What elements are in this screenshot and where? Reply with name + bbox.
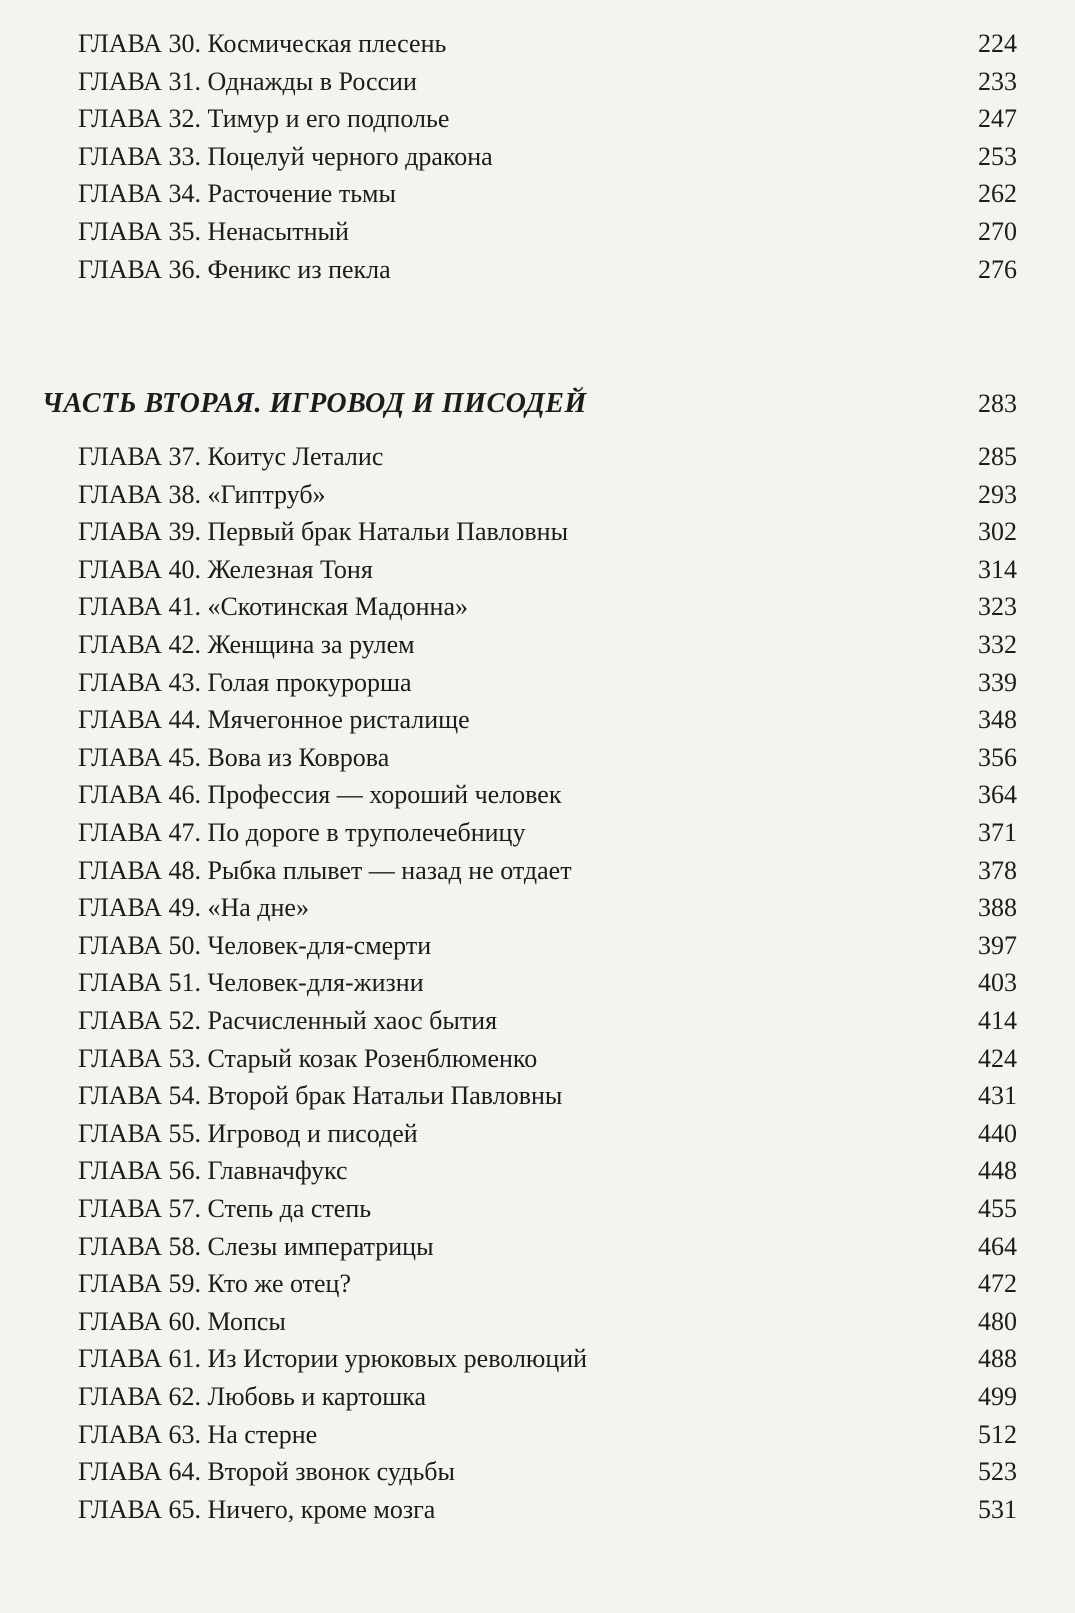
chapter-title: ГЛАВА 59. Кто же отец? xyxy=(78,1269,352,1299)
toc-entry xyxy=(0,100,1075,138)
chapter-title: ГЛАВА 55. Игровод и писодей xyxy=(78,1118,418,1148)
chapter-page-number: 472 xyxy=(978,1269,1017,1299)
chapter-page-number: 512 xyxy=(978,1419,1017,1449)
chapter-title: ГЛАВА 54. Второй брак Натальи Павловны xyxy=(78,1081,563,1111)
toc-entry xyxy=(0,852,1075,890)
part-title: ЧАСТЬ ВТОРАЯ. ИГРОВОД И ПИСОДЕЙ xyxy=(42,388,587,419)
toc-entry xyxy=(0,701,1075,739)
toc-entry xyxy=(0,213,1075,251)
toc-entry xyxy=(0,1190,1075,1228)
chapter-page-number: 480 xyxy=(978,1306,1017,1336)
chapter-title: ГЛАВА 58. Слезы императрицы xyxy=(78,1231,434,1261)
chapter-title: ГЛАВА 48. Рыбка плывет — назад не отдает xyxy=(78,855,572,885)
chapter-page-number: 378 xyxy=(978,855,1017,885)
chapter-title: ГЛАВА 31. Однажды в России xyxy=(78,66,417,96)
chapter-page-number: 488 xyxy=(978,1344,1017,1374)
chapter-title: ГЛАВА 39. Первый брак Натальи Павловны xyxy=(78,517,569,547)
chapter-page-number: 388 xyxy=(978,893,1017,923)
chapter-page-number: 424 xyxy=(978,1043,1017,1073)
chapter-title: ГЛАВА 35. Ненасытный xyxy=(78,217,349,246)
chapter-title: ГЛАВА 36. Феникс из пекла xyxy=(78,254,391,284)
toc-entry xyxy=(0,927,1075,965)
chapter-title: ГЛАВА 65. Ничего, кроме мозга xyxy=(78,1494,436,1524)
chapter-title: ГЛАВА 30. Космическая плесень xyxy=(78,29,447,58)
chapter-title: ГЛАВА 63. На стерне xyxy=(78,1419,318,1449)
chapter-title: ГЛАВА 52. Расчисленный хаос бытия xyxy=(78,1006,498,1035)
toc-entry xyxy=(0,175,1075,213)
toc-entry xyxy=(0,1228,1075,1266)
chapter-page-number: 448 xyxy=(978,1156,1017,1186)
chapter-page-number: 233 xyxy=(978,66,1017,96)
chapter-page-number: 276 xyxy=(978,254,1017,284)
toc-entry xyxy=(0,964,1075,1002)
chapter-title: ГЛАВА 44. Мячегонное ристалище xyxy=(78,705,470,735)
toc-entry xyxy=(0,626,1075,664)
chapter-title: ГЛАВА 41. «Скотинская Мадонна» xyxy=(78,592,468,622)
chapter-page-number: 464 xyxy=(978,1231,1017,1261)
toc-entry xyxy=(0,1002,1075,1040)
chapter-page-number: 262 xyxy=(978,179,1017,209)
chapter-page-number: 323 xyxy=(978,592,1017,622)
chapter-title: ГЛАВА 49. «На дне» xyxy=(78,893,309,923)
chapter-page-number: 332 xyxy=(978,630,1017,659)
toc-entry xyxy=(0,513,1075,551)
toc-entry xyxy=(0,476,1075,514)
toc-entry xyxy=(0,664,1075,702)
toc-entry xyxy=(0,1040,1075,1078)
chapter-page-number: 371 xyxy=(978,818,1017,847)
toc-entry xyxy=(0,1416,1075,1454)
toc-entry xyxy=(0,138,1075,176)
chapter-title: ГЛАВА 32. Тимур и его подполье xyxy=(78,104,450,134)
chapter-title: ГЛАВА 47. По дороге в труполечебницу xyxy=(78,818,526,847)
chapter-title: ГЛАВА 51. Человек-для-жизни xyxy=(78,968,424,998)
toc-entry xyxy=(0,1378,1075,1416)
toc-entry xyxy=(0,1303,1075,1341)
toc-entry xyxy=(0,551,1075,589)
chapter-page-number: 403 xyxy=(978,968,1017,998)
toc-entry xyxy=(0,814,1075,852)
toc-entry xyxy=(0,1265,1075,1303)
chapter-page-number: 431 xyxy=(978,1081,1017,1111)
chapter-page-number: 224 xyxy=(978,29,1017,58)
chapter-page-number: 348 xyxy=(978,705,1017,735)
chapter-title: ГЛАВА 37. Коитус Леталис xyxy=(78,442,384,471)
chapter-title: ГЛАВА 56. Главначфукс xyxy=(78,1156,348,1186)
chapter-page-number: 414 xyxy=(978,1006,1017,1035)
toc-entry xyxy=(0,438,1075,476)
toc-entry xyxy=(0,739,1075,777)
chapter-page-number: 247 xyxy=(978,104,1017,134)
chapter-title: ГЛАВА 34. Расточение тьмы xyxy=(78,179,396,209)
toc-entry xyxy=(0,1340,1075,1378)
part-heading-row xyxy=(0,382,1075,426)
chapter-title: ГЛАВА 33. Поцелуй черного дракона xyxy=(78,141,493,171)
chapter-page-number: 285 xyxy=(978,442,1017,471)
chapter-page-number: 302 xyxy=(978,517,1017,547)
chapter-title: ГЛАВА 40. Железная Тоня xyxy=(78,554,373,584)
chapter-title: ГЛАВА 45. Вова из Коврова xyxy=(78,742,390,772)
chapter-page-number: 364 xyxy=(978,780,1017,810)
toc-entry xyxy=(0,63,1075,101)
toc-entry xyxy=(0,588,1075,626)
toc-entry xyxy=(0,1077,1075,1115)
chapter-page-number: 440 xyxy=(978,1118,1017,1148)
chapter-title: ГЛАВА 61. Из Истории урюковых революций xyxy=(78,1344,588,1374)
toc-entry xyxy=(0,776,1075,814)
chapter-title: ГЛАВА 42. Женщина за рулем xyxy=(78,630,415,659)
chapter-title: ГЛАВА 43. Голая прокурорша xyxy=(78,667,412,697)
toc-entry xyxy=(0,1115,1075,1153)
part-page-number: 283 xyxy=(978,389,1017,418)
chapter-page-number: 253 xyxy=(978,141,1017,171)
chapter-title: ГЛАВА 62. Любовь и картошка xyxy=(78,1382,427,1411)
chapter-page-number: 455 xyxy=(978,1194,1017,1223)
chapter-page-number: 314 xyxy=(978,554,1017,584)
chapter-title: ГЛАВА 46. Профессия — хороший человек xyxy=(78,780,562,810)
chapter-title: ГЛАВА 38. «Гиптруб» xyxy=(78,479,326,509)
toc-entry xyxy=(0,25,1075,63)
chapter-page-number: 270 xyxy=(978,217,1017,246)
toc-entry xyxy=(0,889,1075,927)
chapter-title: ГЛАВА 57. Степь да степь xyxy=(78,1194,372,1223)
chapter-title: ГЛАВА 50. Человек-для-смерти xyxy=(78,930,432,960)
chapter-page-number: 531 xyxy=(978,1494,1017,1524)
chapter-page-number: 397 xyxy=(978,930,1017,960)
toc-entry xyxy=(0,1453,1075,1491)
chapter-title: ГЛАВА 64. Второй звонок судьбы xyxy=(78,1457,455,1487)
chapter-page-number: 499 xyxy=(978,1382,1017,1411)
chapter-page-number: 339 xyxy=(978,667,1017,697)
chapter-page-number: 293 xyxy=(978,479,1017,509)
toc-entry xyxy=(0,1152,1075,1190)
chapter-page-number: 523 xyxy=(978,1457,1017,1487)
chapter-page-number: 356 xyxy=(978,742,1017,772)
chapter-title: ГЛАВА 60. Мопсы xyxy=(78,1306,286,1336)
toc-entry xyxy=(0,251,1075,289)
toc-entry xyxy=(0,1491,1075,1529)
chapter-title: ГЛАВА 53. Старый козак Розенблюменко xyxy=(78,1043,538,1073)
